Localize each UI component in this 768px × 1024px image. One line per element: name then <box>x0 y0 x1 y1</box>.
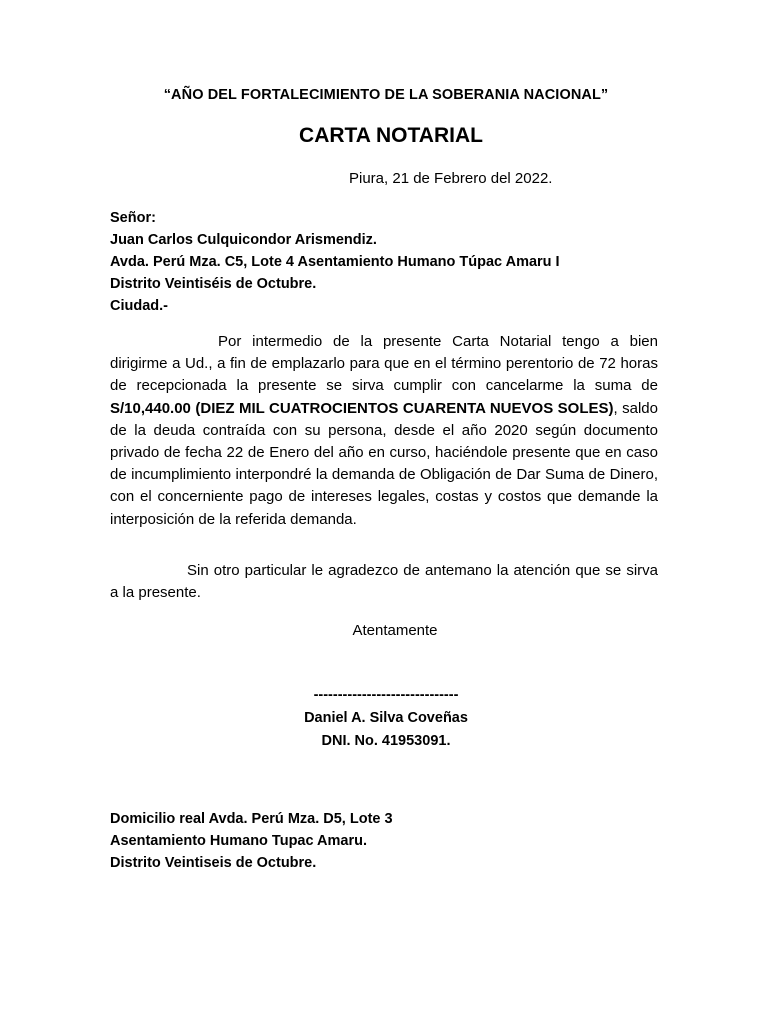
signature-line: ------------------------------ <box>313 687 459 703</box>
document-title: CARTA NOTARIAL <box>299 124 483 147</box>
recipient-name: Juan Carlos Culquicondor Arismendiz. <box>110 232 377 248</box>
year-motto: “AÑO DEL FORTALECIMIENTO DE LA SOBERANIA NACIONAL” <box>163 87 609 103</box>
recipient-salutation: Señor: <box>110 210 156 226</box>
signatory-dni: DNI. No. 41953091. <box>321 733 451 749</box>
debt-amount: S/10,440.00 (DIEZ MIL CUATROCIENTOS CUARENTA NUEVOS SOLES) <box>110 399 614 417</box>
body-paragraph-2 <box>110 560 658 604</box>
recipient-city: Ciudad.- <box>110 298 168 314</box>
sender-address-line-1: Domicilio real Avda. Perú Mza. D5, Lote 3 <box>110 811 393 827</box>
signature-block <box>0 684 768 753</box>
closing-text: Atentamente <box>352 622 438 639</box>
sender-address-block <box>110 808 670 874</box>
recipient-district: Distrito Veintiséis de Octubre. <box>110 276 317 292</box>
signatory-name: Daniel A. Silva Coveñas <box>304 710 468 726</box>
paragraph-1-text-a: Por intermedio de la presente Carta Notarial tengo a bien dirigirme a Ud., a fin de emplazarlo para que en el término perentorio de 72 horas de recepcionada la presente se sirva cumplir con cancelarme la suma de <box>110 333 658 395</box>
sender-address-line-2: Asentamiento Humano Tupac Amaru. <box>110 833 368 849</box>
recipient-address: Avda. Perú Mza. C5, Lote 4 Asentamiento Humano Túpac Amaru I <box>110 254 560 270</box>
recipient-block <box>110 207 670 317</box>
sender-address-line-3: Distrito Veintiseis de Octubre. <box>110 855 317 871</box>
body-paragraph-1 <box>110 331 658 531</box>
date-line: Piura, 21 de Febrero del 2022. <box>349 170 553 187</box>
paragraph-2-text: Sin otro particular le agradezco de antemano la atención que se sirva a la presente. <box>110 562 658 602</box>
paragraph-1-text-b: , saldo de la deuda contraída con su persona, desde el año 2020 según documento privado de fecha 22 de Enero del año en curso, haciéndole presente que en caso de incumplimiento interpondré la demanda de Obligación de Dar Suma de Dinero, con el concerniente pago de intereses legales, costas y costos que demande la interposición de la referida demanda. <box>110 399 658 528</box>
